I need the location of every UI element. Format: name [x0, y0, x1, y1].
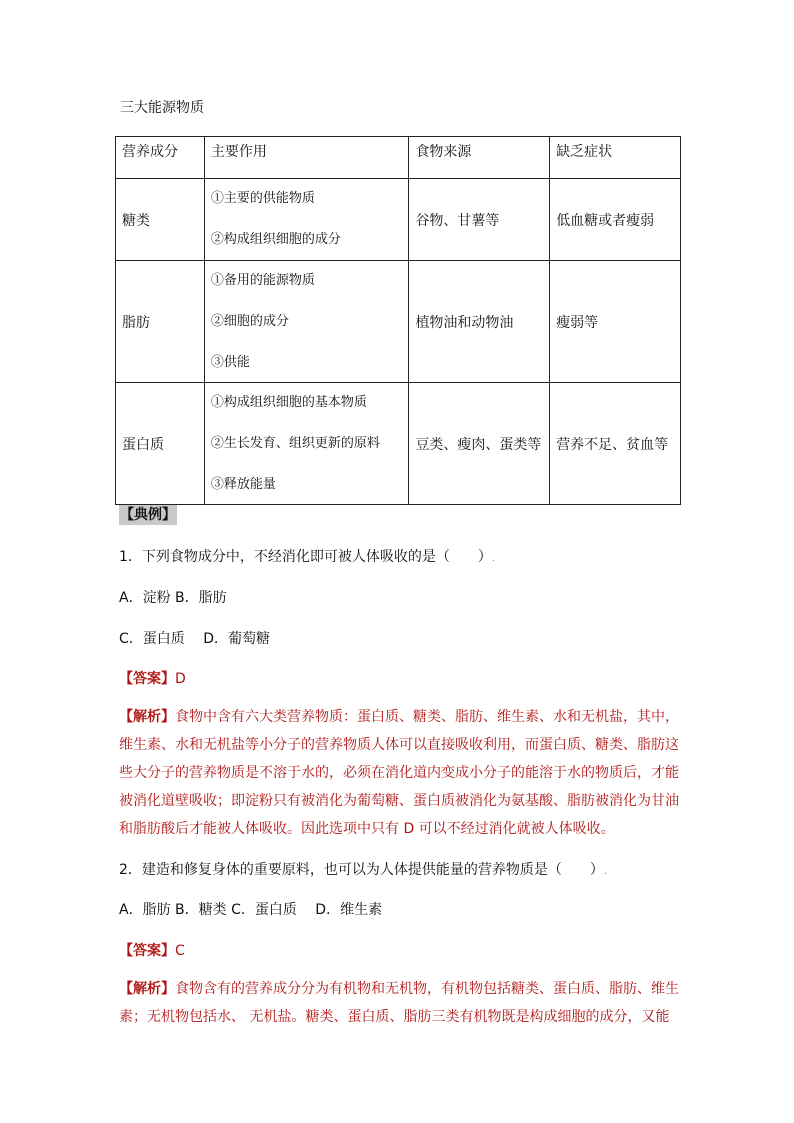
question-1-stem: 1．下列食物成分中，不经消化即可被人体吸收的是（ ）. [119, 549, 496, 565]
analysis-text: 食物中含有六大类营养物质：蛋白质、糖类、脂肪、维生素、水和无机盐，其中，维生素、水和无机盐等小分子的营养物质人体可以直接吸收利用，而蛋白质、糖类、脂肪这些大分子的营养物质是不溶于水的，必须在消化道内变成小分子的能溶于水的物质后，才能被消化道壁吸收；即淀粉只有被消化为葡萄糖、蛋白质被消化为氨基酸、脂肪被消化为甘油和脂肪酸后才能被人体吸收。因此选项中只有 D 可以不经过消化就被人体吸收。 [119, 709, 679, 837]
answer-value: D [175, 671, 186, 687]
deficiency-symptom: 瘦弱等 [550, 261, 681, 383]
question-1-options-a-b: A．淀粉 B．脂肪 [119, 590, 227, 606]
food-source: 植物油和动物油 [409, 261, 550, 383]
question-text: 1．下列食物成分中，不经消化即可被人体吸收的是（ ） [119, 549, 492, 565]
page-heading: 三大能源物质 [120, 100, 204, 116]
analysis-tag: 【解析】 [119, 709, 175, 725]
header-cell: 营养成分 [116, 137, 205, 179]
answer-tag: 【答案】 [119, 943, 175, 959]
food-source: 谷物、甘薯等 [409, 179, 550, 261]
function-item: ②细胞的成分 [210, 313, 289, 329]
answer-value: C [175, 943, 185, 959]
question-1-options-c-d: C．蛋白质 D．葡萄糖 [119, 631, 271, 647]
function-list [204, 383, 409, 505]
function-list [204, 179, 409, 261]
question-1-analysis [119, 703, 684, 843]
function-item: ①备用的能源物质 [210, 272, 315, 288]
nutrient-name: 糖类 [116, 179, 205, 261]
question-text: 2．建造和修复身体的重要原料，也可以为人体提供能量的营养物质是（ ） [119, 862, 604, 878]
nutrient-table [115, 136, 681, 505]
header-cell: 食物来源 [409, 137, 550, 179]
table-header-row [116, 137, 681, 179]
header-cell: 主要作用 [204, 137, 409, 179]
table-row [116, 261, 681, 383]
question-2-options: A．脂肪 B．糖类 C．蛋白质 D．维生素 [119, 902, 383, 918]
food-source: 豆类、瘦肉、蛋类等 [409, 383, 550, 505]
table-row [116, 179, 681, 261]
function-item: ①构成组织细胞的基本物质 [210, 394, 367, 410]
deficiency-symptom: 低血糖或者瘦弱 [550, 179, 681, 261]
function-item: ①主要的供能物质 [210, 191, 315, 206]
answer-tag: 【答案】 [119, 671, 175, 687]
analysis-tag: 【解析】 [119, 981, 175, 997]
function-item: ②生长发育、组织更新的原料 [210, 435, 380, 451]
function-item: ③供能 [210, 354, 250, 370]
function-item: ②构成组织细胞的成分 [210, 232, 341, 247]
header-cell: 缺乏症状 [550, 137, 681, 179]
question-1-answer [119, 668, 186, 688]
section-label-example: 【典例】 [120, 507, 176, 523]
deficiency-symptom: 营养不足、贫血等 [550, 383, 681, 505]
function-item: ③释放能量 [210, 476, 276, 492]
function-list [204, 261, 409, 383]
table-row [116, 383, 681, 505]
analysis-text: 食物含有的营养成分分为有机物和无机物，有机物包括糖类、蛋白质、脂肪、维生素；无机物包括水、 无机盐。糖类、蛋白质、脂肪三类有机物既是构成细胞的成分，又能 [119, 981, 679, 1025]
question-2-analysis [119, 975, 684, 1031]
nutrient-name: 脂肪 [116, 261, 205, 383]
question-2-stem: 2．建造和修复身体的重要原料，也可以为人体提供能量的营养物质是（ ）. [119, 862, 608, 878]
question-2-answer [119, 940, 185, 960]
nutrient-name: 蛋白质 [116, 383, 205, 505]
